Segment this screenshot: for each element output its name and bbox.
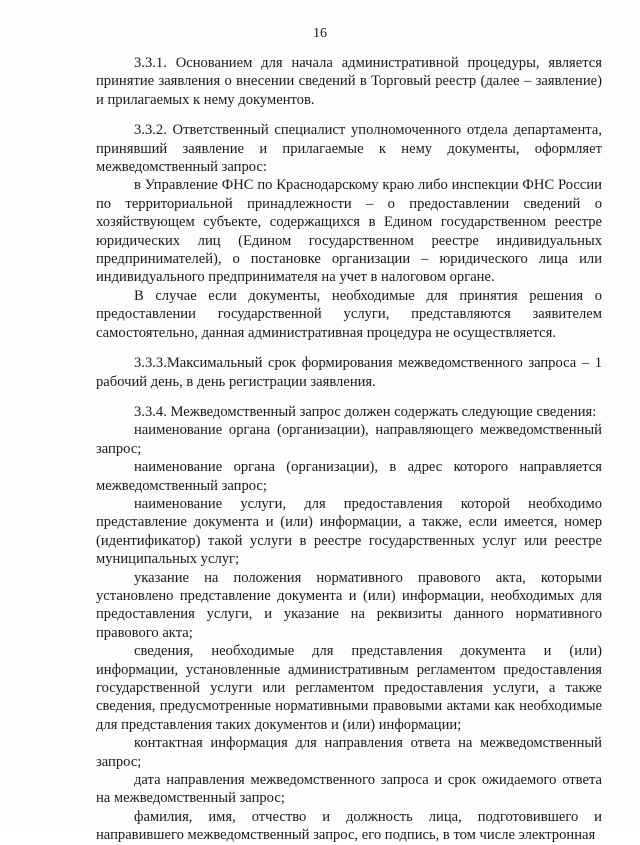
list-item-signatory: фамилия, имя, отчество и должность лица, подготовившего и направившего межведомственный запрос, его подпись, в том числе электронная — [96, 808, 602, 844]
paragraph-fns-request: в Управление ФНС по Краснодарскому краю либо инспекции ФНС России по территориальной принадлежности – о предоставлении сведений о хозяйствующем субъекте, содержащихся в Едином государственном реестре юридических лиц (Едином государственном реестре индивидуальных предпринимателей), о постановке организации – юридического лица или индивидуального предпринимателя на учет в налоговом органе. — [96, 177, 602, 286]
list-item-recipient-body: наименование органа (организации), в адрес которого направляется межведомственный запрос; — [96, 459, 602, 494]
paragraph-3-3-4: 3.3.4. Межведомственный запрос должен содержать следующие сведения: — [134, 403, 597, 420]
list-item-legal-act: указание на положения нормативного правового акта, которыми установлено представление документа и (или) информации, необходимых для предоставления услуги, и указание на реквизиты данного нормативного правового акта; — [96, 569, 602, 641]
list-item-requesting-body: наименование органа (организации), направляющего межведомственный запрос; — [96, 422, 602, 457]
list-item-service-name: наименование услуги, для предоставления которой необходимо представление документа и (или) информации, а также, если имеется, номер (идентификатор) такой услуги в реестре государственных услуг или реестре муниципальных услуг; — [96, 495, 602, 568]
list-item-required-info: сведения, необходимые для представления документа и (или) информации, установленные административным регламентом предоставления государственной услуги или регламентом предоставления услуги, а также сведения, предусмотренные нормативными правовыми актами как необходимые для представления таких документов и (или) информации; — [96, 643, 602, 733]
page-number: 16 — [313, 26, 327, 41]
paragraph-3-3-2: 3.3.2. Ответственный специалист уполномоченного отдела департамента, принявший заявление и прилагаемые к нему документы, оформляет межведомственный запрос: — [96, 122, 602, 176]
document-body — [96, 54, 602, 845]
paragraph-self-submission: В случае если документы, необходимые для принятия решения о предоставлении государственной услуги, представляются заявителем самостоятельно, данная административная процедура не осуществляется. — [96, 287, 602, 341]
list-item-contact-info: контактная информация для направления ответа на межведомственный запрос; — [96, 735, 602, 770]
paragraph-3-3-3: 3.3.3.Максимальный срок формирования межведомственного запроса – 1 рабочий день, в день регистрации заявления. — [96, 355, 602, 390]
paragraph-3-3-1: 3.3.1. Основанием для начала административной процедуры, является принятие заявления о внесении сведений в Торговый реестр (далее – заявление) и прилагаемых к нему документов. — [96, 55, 602, 108]
list-item-request-date: дата направления межведомственного запроса и срок ожидаемого ответа на межведомственный запрос; — [96, 772, 602, 807]
